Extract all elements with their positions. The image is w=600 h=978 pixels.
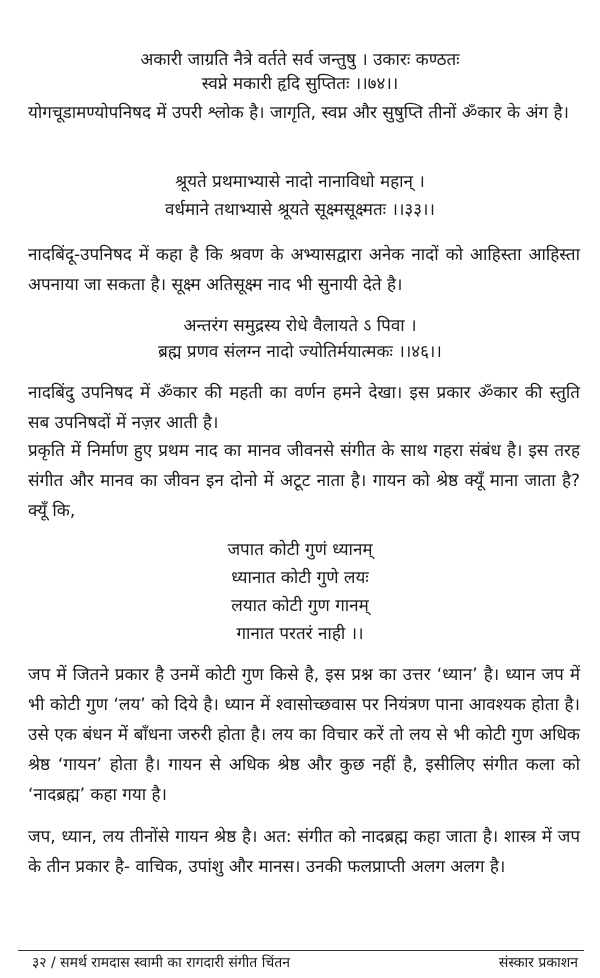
paragraph: नादबिंदू-उपनिषद में कहा है कि श्रवण के अभ्यासद्वारा अनेक नादों को आहिस्ता आहिस्ता अपनाया जा सकता है। सूक्ष्म अतिसूक्ष्म नाद भी सुनायी देते है। [28,245,580,295]
verse-line: अन्तरंग समुद्रस्य रोधे वैलायते ऽ पिवा । [183,316,417,336]
footer-page-title: ३२ / समर्थ रामदास स्वामी का रागदारी संगीत चिंतन [32,955,291,971]
verse-line: जपात कोटी गुणं ध्यानम् [227,540,373,560]
paragraph: प्रकृति में निर्माण हुए प्रथम नाद का मानव जीवनसे संगीत के साथ गहरा संबंध है। इस तरह संगीत और मानव का जीवन इन दोनो में अटूट नाता है। गायन को श्रेष्ठ क्यूँ माना जाता है? क्यूँ कि, [28,441,580,521]
footer-divider [18,950,584,951]
verse-line: अकारी जाग्रति नैत्रे वर्तते सर्व जन्तुषु । उकारः कण्ठतः [140,50,460,70]
verse-line: वर्धमाने तथाभ्यासे श्रूयते सूक्ष्मसूक्ष्मतः ।।३३।। [165,200,435,220]
paragraph: जप, ध्यान, लय तीनोंसे गायन श्रेष्ठ है। अत: संगीत को नादब्रह्म कहा जाता है। शास्त्र में जप के तीन प्रकार है- वाचिक, उपांशु और मानस। उनकी फलप्राप्ती अलग अलग है। [28,827,580,877]
verse-line: श्रूयते प्रथमाभ्यासे नादो नानाविधो महान् । [175,172,425,192]
verse-line: लयात कोटी गुण गानम् [231,596,369,616]
paragraph: नादबिंदु उपनिषद में ॐकार की महती का वर्णन हमने देखा। इस प्रकार ॐकार की स्तुति सब उपनिषदों में नज़र आती है। [28,383,580,433]
verse-line: स्वप्ने मकारी हृदि सुप्तितः ।।७४।। [201,74,399,94]
verse-line: ध्यानात कोटी गुणे लयः [231,568,369,588]
footer-publisher: संस्कार प्रकाशन [498,955,578,971]
verse-line: ब्रह्म प्रणव संलग्न नादो ज्योतिर्मयात्मकः ।।४६।। [158,342,442,362]
paragraph: योगचूडामण्योपनिषद में उपरी श्लोक है। जागृति, स्वप्न और सुषुप्ति तीनों ॐकार के अंग है। [28,103,569,123]
paragraph: जप में जितने प्रकार है उनमें कोटी गुण किसे है, इस प्रश्न का उत्तर ‘ध्यान’ है। ध्यान जप में भी कोटी गुण ‘लय’ को दिये है। ध्यान में श्वासोच्छवास पर नियंत्रण पाना आवश्यक होता है। उसे एक बंधन में बाँधना जरुरी होता है। लय का विचार करें तो लय से भी कोटी गुण अधिक श्रेष्ठ ‘गायन’ होता है। गायन से अधिक श्रेष्ठ और कुछ नहीं है, इसीलिए संगीत कला को ‘नादब्रह्म’ कहा गया है। [28,665,580,805]
verse-line: गानात परतरं नाही ।। [236,624,364,644]
